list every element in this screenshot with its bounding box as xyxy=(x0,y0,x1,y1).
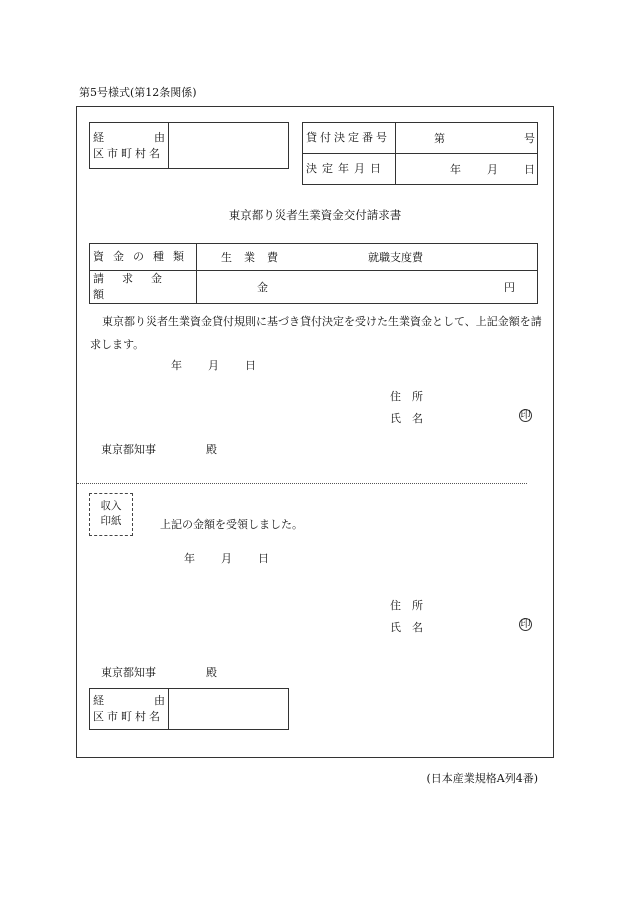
receipt-month-label: 月 xyxy=(221,552,232,565)
loan-decision-table xyxy=(302,122,538,185)
receipt-year-label: 年 xyxy=(184,552,195,565)
receipt-address-label: 住 所 xyxy=(390,599,423,612)
routing-label-cell xyxy=(90,123,169,169)
receipt-municipality-label: 区市町村名 xyxy=(93,710,163,723)
decision-number-label: 貸付決定番号 xyxy=(306,131,390,144)
municipality-label: 区市町村名 xyxy=(93,146,163,160)
decision-date-value[interactable] xyxy=(396,154,538,185)
request-day-label: 日 xyxy=(245,359,256,372)
revenue-stamp-line2: 印紙 xyxy=(100,515,122,527)
year-label: 年 xyxy=(450,163,461,176)
fund-type-options[interactable] xyxy=(197,244,538,271)
receipt-name-label: 氏 名 xyxy=(390,621,423,634)
decision-date-label: 決定年月日 xyxy=(306,162,386,175)
request-year-label: 年 xyxy=(171,359,182,372)
dono-honorific: 殿 xyxy=(206,443,217,456)
receipt-date[interactable] xyxy=(184,550,269,566)
receipt-routing-table xyxy=(89,688,289,730)
request-month-label: 月 xyxy=(208,359,219,372)
form-number-label: 第5号様式(第12条関係) xyxy=(79,86,197,99)
receipt-keiyu-char-1: 経 xyxy=(93,694,104,707)
month-label: 月 xyxy=(487,163,498,176)
receipt-statement: 上記の金額を受領しました。 xyxy=(160,518,303,531)
revenue-stamp-line1: 収入 xyxy=(100,500,122,512)
day-label: 日 xyxy=(524,163,535,176)
kin-label: 金 xyxy=(257,281,268,294)
applicant-name-label: 氏 名 xyxy=(390,412,423,425)
request-statement: 東京都り災者生業資金貸付規則に基づき貸付決定を受けた生業資金として、上記金額を請求します。 xyxy=(90,315,542,351)
yen-label: 円 xyxy=(504,281,515,294)
receipt-governor-addressee: 東京都知事 xyxy=(101,666,156,679)
cut-line xyxy=(77,483,527,484)
dai-label: 第 xyxy=(434,132,445,145)
receipt-keiyu-char-2: 由 xyxy=(154,694,165,707)
decision-number-value[interactable] xyxy=(396,123,538,154)
amount-value[interactable] xyxy=(197,271,538,304)
request-date[interactable] xyxy=(171,357,256,373)
livelihood-option[interactable]: 生業費 xyxy=(221,251,290,264)
receipt-day-label: 日 xyxy=(258,552,269,565)
fund-type-label: 資金の種類 xyxy=(93,250,193,263)
employment-option[interactable]: 就職支度費 xyxy=(368,251,423,264)
receipt-dono-honorific: 殿 xyxy=(206,666,217,679)
revenue-stamp-box xyxy=(89,493,133,536)
fund-table xyxy=(89,243,538,304)
routing-municipality-value[interactable] xyxy=(169,123,289,169)
keiyu-char-1: 経 xyxy=(93,130,104,144)
amount-label: 請求金額 xyxy=(93,272,180,301)
document-title: 東京都り災者生業資金交付請求書 xyxy=(228,208,402,222)
receipt-seal-mark: 印 xyxy=(520,619,531,630)
go-label: 号 xyxy=(524,132,535,145)
seal-mark: 印 xyxy=(520,410,531,421)
routing-municipality-table xyxy=(89,122,289,169)
keiyu-char-2: 由 xyxy=(154,130,165,144)
applicant-address-label: 住 所 xyxy=(390,390,423,403)
form-frame xyxy=(76,106,554,758)
receipt-municipality-value[interactable] xyxy=(169,689,289,730)
paper-size-note: (日本産業規格A列4番) xyxy=(426,772,538,785)
governor-addressee: 東京都知事 xyxy=(101,443,156,456)
